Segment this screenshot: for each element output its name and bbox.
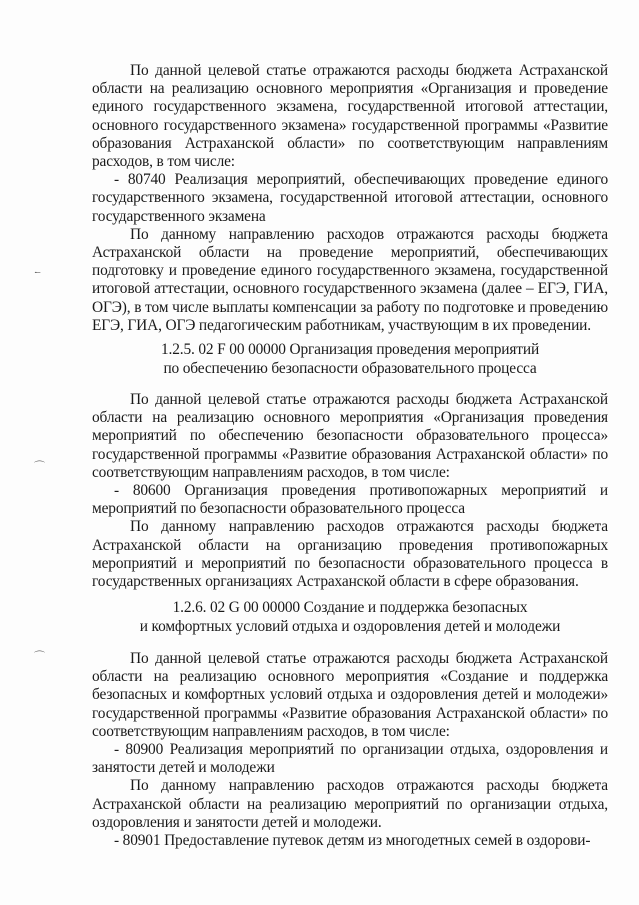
text-block-2 bbox=[92, 391, 608, 591]
margin-mark: ⌒ bbox=[34, 651, 45, 663]
section-heading-1-2-6 bbox=[92, 598, 608, 636]
heading-line: 1.2.6. 02 G 00 00000 Создание и поддержка безопасных bbox=[172, 599, 528, 616]
heading-line: и комфортных условий отдыха и оздоровления детей и молодежи bbox=[139, 618, 561, 635]
heading-line: 1.2.5. 02 F 00 00000 Организация проведения мероприятий bbox=[160, 341, 540, 358]
list-item: - 80901 Предоставление путевок детям из многодетных семей в оздорови- bbox=[114, 832, 591, 850]
paragraph: По данной целевой статье отражаются расходы бюджета Астраханской области на реализацию основного мероприятия «Организация и проведение единого государственного экзамена, государственной итоговой аттестации, основного государственного экзамена» государственной программы «Развитие образования Астраханской области» по соответствующим направлениям расходов, в том числе: bbox=[92, 62, 608, 171]
section-heading-1-2-5 bbox=[92, 340, 608, 378]
paragraph: По данному направлению расходов отражаются расходы бюджета Астраханской области на организацию проведения противопожарных мероприятий и мероприятий по безопасности образовательного процесса в государственных организациях Астраханской области в сфере образования. bbox=[92, 518, 608, 591]
margin-mark: ⌒ bbox=[34, 461, 45, 473]
text-block-3 bbox=[92, 650, 608, 850]
list-item: - 80900 Реализация мероприятий по организации отдыха, оздоровления и занятости детей и молодежи bbox=[92, 741, 608, 777]
list-item: - 80740 Реализация мероприятий, обеспечивающих проведение единого государственного экзамена, государственной итоговой аттестации, основного государственного экзамена bbox=[92, 171, 608, 225]
heading-line: по обеспечению безопасности образовательного процесса bbox=[163, 360, 537, 377]
paragraph: По данной целевой статье отражаются расходы бюджета Астраханской области на реализацию основного мероприятия «Создание и поддержка безопасных и комфортных условий отдыха и оздоровления детей и молодежи» государственной программы «Развитие образования Астраханской области» по соответствующим направлениям расходов, в том числе: bbox=[92, 650, 608, 740]
paragraph: По данному направлению расходов отражаются расходы бюджета Астраханской области на проведение мероприятий, обеспечивающих подготовку и проведение единого государственного экзамена, государственной итоговой аттестации, основного государственного экзамена (далее – ЕГЭ, ГИА, ОГЭ), в том числе выплаты компенсации за работу по подготовке и проведению ЕГЭ, ГИА, ОГЭ педагогическим работникам, участвующим в их проведении. bbox=[92, 225, 608, 334]
paragraph: По данному направлению расходов отражаются расходы бюджета Астраханской области на реализацию мероприятий по организации отдыха, оздоровления и занятости детей и молодежи. bbox=[92, 777, 608, 831]
text-block-1 bbox=[92, 62, 608, 335]
margin-mark: ·̶ bbox=[34, 267, 38, 279]
paragraph: По данной целевой статье отражаются расходы бюджета Астраханской области на реализацию основного мероприятия «Организация проведения мероприятий по обеспечению безопасности образовательного процесса» государственной программы «Развитие образования Астраханской области» по соответствующим направлениям расходов, в том числе: bbox=[92, 391, 608, 481]
list-item: - 80600 Организация проведения противопожарных мероприятий и мероприятий по безопасности образовательного процесса bbox=[92, 482, 608, 518]
